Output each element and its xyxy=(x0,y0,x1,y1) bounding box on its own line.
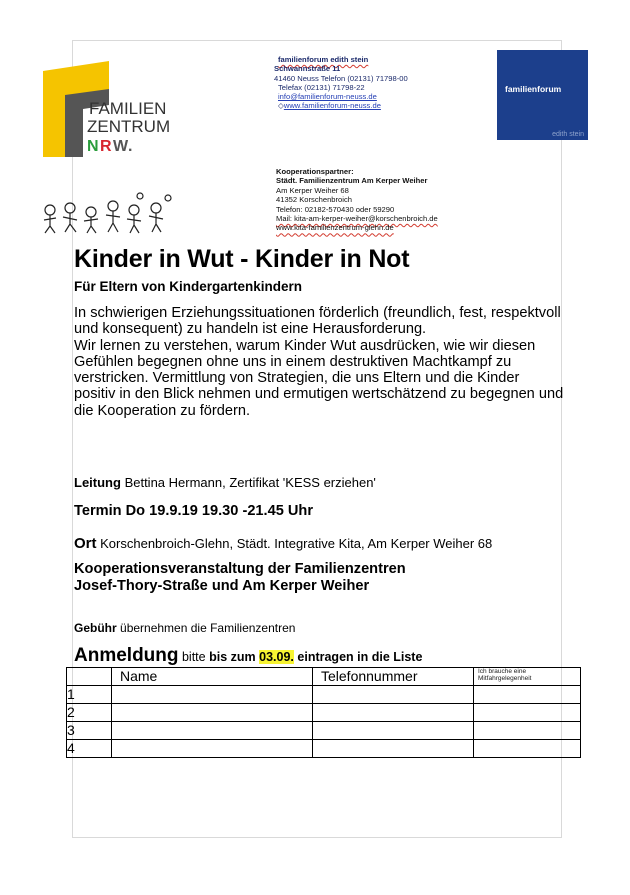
bullet-icon: ◇ xyxy=(278,101,284,111)
row-number: 3 xyxy=(67,722,112,740)
name-cell[interactable] xyxy=(112,686,313,704)
logo-text-dot: . xyxy=(128,138,133,155)
leitung-value: Bettina Hermann, Zertifikat 'KESS erziehen' xyxy=(124,475,376,490)
table-row xyxy=(67,704,581,722)
logo-text-n: N xyxy=(87,138,99,155)
kid-head xyxy=(65,203,75,213)
kid-body xyxy=(106,211,120,232)
familienforum-logo-name: familienforum xyxy=(505,84,562,94)
kid-head xyxy=(151,203,161,213)
logo-text-zentrum: ZENTRUM xyxy=(87,117,171,136)
children-drawing xyxy=(36,190,176,235)
gebuehr-label: Gebühr xyxy=(74,621,117,635)
logo-text-familien: FAMILIEN xyxy=(89,99,167,118)
balloon xyxy=(137,193,143,199)
logo-graphic xyxy=(43,59,177,157)
partner-address xyxy=(276,167,438,233)
familienzentrum-nrw-logo xyxy=(43,59,177,157)
header-mitfahr: Ich brauche eine Mitfahrgelegenheit xyxy=(474,668,581,686)
telefon-cell[interactable] xyxy=(313,704,474,722)
header-telefon: Telefonnummer xyxy=(313,668,474,686)
termin-line: Termin Do 19.9.19 19.30 -21.45 Uhr xyxy=(74,503,314,519)
kooperation-line-1: Kooperationsveranstaltung der Familienzentren xyxy=(74,561,406,577)
anmeldung-text-3: eintragen in die Liste xyxy=(297,650,423,664)
row-number: 4 xyxy=(67,740,112,758)
ort-label: Ort xyxy=(74,535,97,552)
children-drawing-image xyxy=(36,190,176,235)
sender-name: familienforum edith stein xyxy=(278,55,369,64)
registration-table xyxy=(66,667,581,758)
header-name: Name xyxy=(112,668,313,686)
balloon xyxy=(165,195,171,201)
description-paragraph-2: Wir lernen zu verstehen, warum Kinder Wut ausdrücken, wie wir diesen Gefühlen begegnen ohne uns in einem destruktiven Machtkampf zu verstricken. Vermittlung von Strategien, die uns Eltern und die Kinder positiv in den Blick nehmen und ermutigen wertschätzend zu begegnen und die Kooperation zu fördern. xyxy=(74,337,564,419)
familienforum-logo-sub: edith stein xyxy=(552,131,584,138)
kid-head xyxy=(45,205,55,215)
mitfahr-cell[interactable] xyxy=(474,740,581,758)
partner-street: Am Kerper Weiher 68 xyxy=(276,185,349,195)
page-title: Kinder in Wut - Kinder in Not xyxy=(74,245,410,273)
ort-value: Korschenbroich-Glehn, Städt. Integrative Kita, Am Kerper Weiher 68 xyxy=(100,536,493,551)
table-row xyxy=(67,686,581,704)
table-row xyxy=(67,740,581,758)
partner-mail[interactable]: Mail: kita-am-kerper-weiher@korschenbroich.de xyxy=(276,214,438,224)
gebuehr-line xyxy=(74,621,295,635)
partner-label: Kooperationspartner: xyxy=(276,167,354,176)
table-row xyxy=(67,722,581,740)
row-number: 1 xyxy=(67,686,112,704)
logo-text-w: W xyxy=(113,138,129,155)
kid-head xyxy=(129,205,139,215)
ort-line xyxy=(74,535,492,552)
telefon-cell[interactable] xyxy=(313,722,474,740)
anmeldung-label: Anmeldung xyxy=(74,645,179,666)
kooperation-line-2: Josef-Thory-Straße und Am Kerper Weiher xyxy=(74,578,370,594)
mitfahr-cell[interactable] xyxy=(474,686,581,704)
description xyxy=(74,305,564,419)
telefon-cell[interactable] xyxy=(313,740,474,758)
kid-head xyxy=(86,207,96,217)
kid-body xyxy=(127,215,141,233)
kid-body xyxy=(63,213,77,232)
sender-email-link[interactable]: info@familienforum-neuss.de xyxy=(278,92,377,102)
registration-table-header xyxy=(67,668,581,686)
partner-city: 41352 Korschenbroich xyxy=(276,195,352,205)
familienforum-logo xyxy=(497,50,588,140)
kid-body xyxy=(149,213,163,232)
description-paragraph-1: In schwierigen Erziehungssituationen förderlich (freundlich, fest, respektvoll und konsequent) zu handeln ist eine Herausforderung. xyxy=(74,305,561,338)
leitung-line xyxy=(74,475,376,490)
header-number xyxy=(67,668,112,686)
subtitle: Für Eltern von Kindergartenkindern xyxy=(74,279,303,294)
sender-street: Schwannstraße 11 xyxy=(274,64,341,74)
kid-head xyxy=(108,201,118,211)
anmeldung-date: 03.09. xyxy=(259,650,294,664)
mitfahr-cell[interactable] xyxy=(474,722,581,740)
row-number: 2 xyxy=(67,704,112,722)
partner-name: Städt. Familienzentrum Am Kerper Weiher xyxy=(276,176,428,186)
anmeldung-text-1: bitte xyxy=(181,650,206,664)
sender-city-phone: 41460 Neuss Telefon (02131) 71798-00 xyxy=(274,73,408,83)
kooperation-heading xyxy=(74,561,406,595)
sender-address xyxy=(274,55,408,111)
name-cell[interactable] xyxy=(112,704,313,722)
logo-text-r: R xyxy=(100,138,112,155)
anmeldung-line xyxy=(74,645,422,667)
sender-fax: Telefax (02131) 71798-22 xyxy=(278,82,365,92)
kid-body xyxy=(44,215,56,233)
gebuehr-value: übernehmen die Familienzentren xyxy=(120,621,296,635)
kid-body xyxy=(84,217,98,233)
name-cell[interactable] xyxy=(112,740,313,758)
telefon-cell[interactable] xyxy=(313,686,474,704)
partner-web[interactable]: www.kita-familienzentrum-glehn.de xyxy=(276,223,394,233)
sender-web-link[interactable]: www.familienforum-neuss.de xyxy=(283,101,381,111)
name-cell[interactable] xyxy=(112,722,313,740)
leitung-label: Leitung xyxy=(74,475,121,490)
mitfahr-cell[interactable] xyxy=(474,704,581,722)
anmeldung-text-2: bis zum xyxy=(209,650,256,664)
partner-phone: Telefon: 02182-570430 oder 59290 xyxy=(276,204,395,214)
